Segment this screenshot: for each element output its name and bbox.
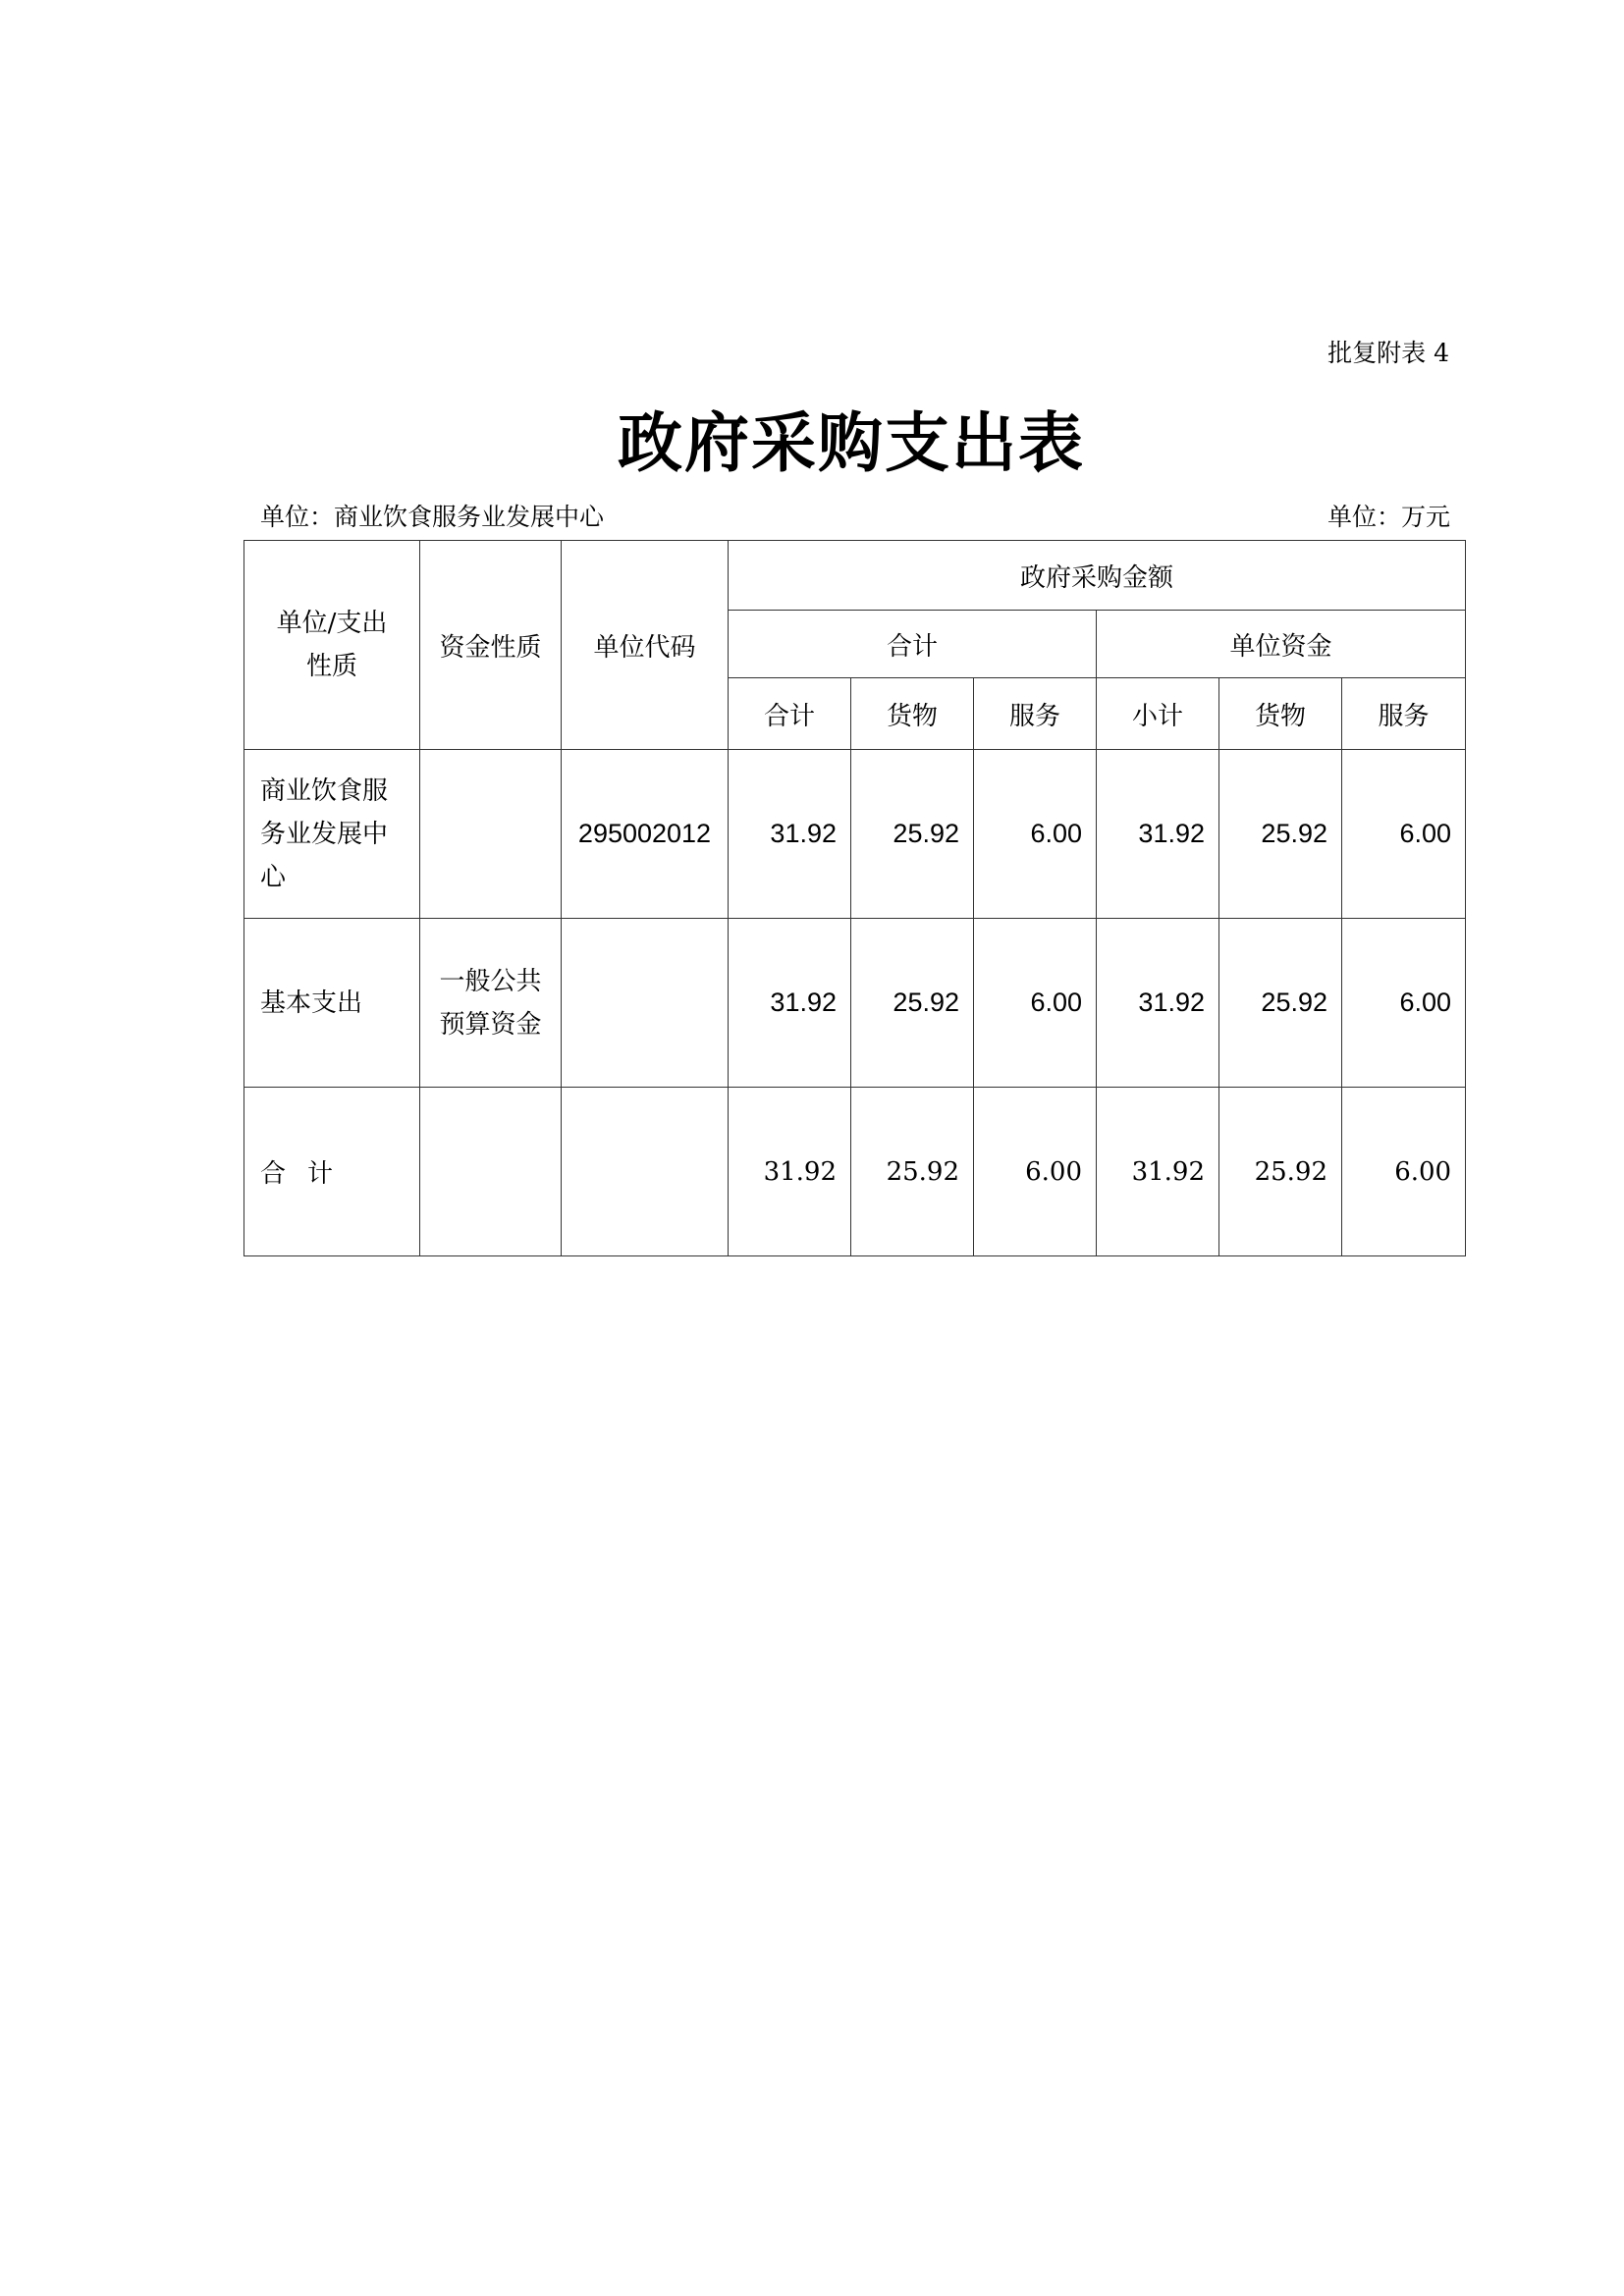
row-goods: 25.92 bbox=[851, 1088, 974, 1256]
procurement-table bbox=[244, 540, 1466, 1256]
header-row-1 bbox=[244, 541, 1466, 611]
header-sub-services-2: 服务 bbox=[1342, 678, 1466, 750]
row-fund-nature bbox=[420, 750, 562, 919]
header-group-unit-funds: 单位资金 bbox=[1097, 611, 1466, 678]
header-unit-nature-text: 单位/支出性质 bbox=[276, 609, 388, 681]
header-sub-subtotal: 小计 bbox=[1097, 678, 1219, 750]
row-unit-code bbox=[562, 919, 729, 1088]
row-total: 31.92 bbox=[729, 1088, 851, 1256]
row-unit-services: 6.00 bbox=[1342, 919, 1466, 1088]
row-fund-nature bbox=[420, 919, 562, 1088]
row-unit-goods: 25.92 bbox=[1219, 750, 1342, 919]
header-fund-nature: 资金性质 bbox=[420, 541, 562, 750]
row-total: 31.92 bbox=[729, 919, 851, 1088]
annex-label: 批复附表 4 bbox=[1327, 339, 1449, 367]
table-row bbox=[244, 919, 1466, 1088]
header-procurement-amount: 政府采购金额 bbox=[729, 541, 1466, 611]
row-goods: 25.92 bbox=[851, 750, 974, 919]
header-sub-goods: 货物 bbox=[851, 678, 974, 750]
header-sub-goods-2: 货物 bbox=[1219, 678, 1342, 750]
row-unit-services: 6.00 bbox=[1342, 1088, 1466, 1256]
row-name: 基本支出 bbox=[244, 919, 420, 1088]
row-unit-subtotal: 31.92 bbox=[1097, 750, 1219, 919]
row-services: 6.00 bbox=[974, 919, 1097, 1088]
row-unit-code: 295002012 bbox=[562, 750, 729, 919]
row-unit-services: 6.00 bbox=[1342, 750, 1466, 919]
row-unit-goods: 25.92 bbox=[1219, 919, 1342, 1088]
row-services: 6.00 bbox=[974, 1088, 1097, 1256]
currency-label: 单位：万元 bbox=[1326, 503, 1450, 531]
row-name bbox=[244, 750, 420, 919]
document-title: 政府采购支出表 bbox=[618, 404, 1085, 481]
row-name-text: 商业饮食服务业发展中心 bbox=[260, 775, 389, 892]
row-unit-subtotal: 31.92 bbox=[1097, 1088, 1219, 1256]
row-total: 31.92 bbox=[729, 750, 851, 919]
row-unit-subtotal: 31.92 bbox=[1097, 919, 1219, 1088]
total-row bbox=[244, 1088, 1466, 1256]
header-group-total: 合计 bbox=[729, 611, 1097, 678]
row-services: 6.00 bbox=[974, 750, 1097, 919]
row-unit-goods: 25.92 bbox=[1219, 1088, 1342, 1256]
row-fund-nature bbox=[420, 1088, 562, 1256]
header-unit-nature bbox=[244, 541, 420, 750]
table-row bbox=[244, 750, 1466, 919]
total-row-label: 合计 bbox=[244, 1088, 420, 1256]
header-sub-total: 合计 bbox=[729, 678, 851, 750]
row-unit-code bbox=[562, 1088, 729, 1256]
row-fund-nature-text: 一般公共预算资金 bbox=[439, 966, 542, 1040]
unit-label: 单位：商业饮食服务业发展中心 bbox=[260, 503, 605, 531]
meta-row bbox=[260, 498, 1450, 533]
header-unit-code: 单位代码 bbox=[562, 541, 729, 750]
row-goods: 25.92 bbox=[851, 919, 974, 1088]
header-sub-services: 服务 bbox=[974, 678, 1097, 750]
